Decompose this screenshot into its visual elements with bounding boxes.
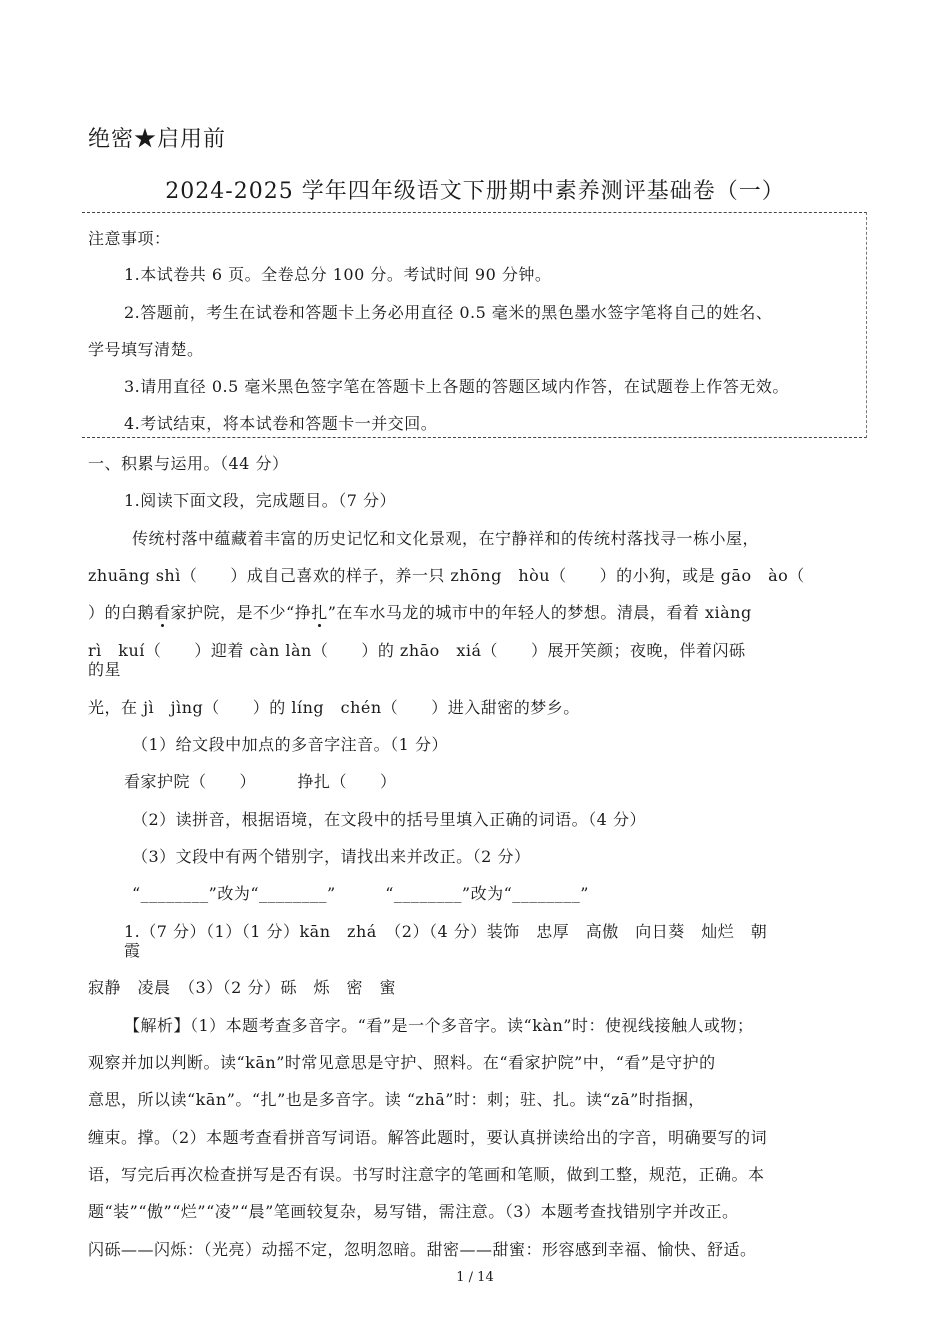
subquestion-2: （2）读拼音，根据语境，在文段中的括号里填入正确的词语。（4 分）	[132, 810, 646, 829]
confidential-label: 绝密★启用前	[88, 127, 227, 152]
passage-line: zhuāng shì（ ）成自己喜欢的样子，养一只 zhōng hòu（ ）的小狗，或是 gāo ào（	[88, 566, 805, 585]
passage-line: ）的白鹅看家护院，是不少“挣扎”在车水马龙的城市中的年轻人的梦想。清晨，看着 xiàng	[88, 603, 752, 622]
page-number: 1 / 14	[456, 1270, 494, 1285]
answer-line: 1.（7 分）（1）（1 分）kān zhá （2）（4 分）装饰 忠厚 高傲 向日葵 灿烂 朝	[124, 922, 768, 941]
dotted-char-zha: 扎	[311, 603, 328, 622]
passage-line: 的星	[88, 660, 122, 679]
dotted-char-kan: 看	[154, 603, 171, 622]
subquestion-1: （1）给文段中加点的多音字注音。（1 分）	[132, 735, 448, 754]
analysis-line: 闪砾——闪烁：（光亮）动摇不定，忽明忽暗。甜密——甜蜜：形容感到幸福、愉快、舒适。	[88, 1240, 757, 1259]
subquestion-3-blanks: “________”改为“________” “________”改为“________”	[132, 884, 589, 903]
notice-item-1: 1.本试卷共 6 页。全卷总分 100 分。考试时间 90 分钟。	[124, 265, 552, 284]
exam-title: 2024-2025 学年四年级语文下册期中素养测评基础卷（一）	[165, 179, 785, 204]
answer-line: 寂静 凌晨 （3）（2 分）砾 烁 密 蜜	[88, 978, 396, 997]
passage-line: 传统村落中蕴藏着丰富的历史记忆和文化景观，在宁静祥和的传统村落找寻一栋小屋，	[132, 529, 760, 548]
section-heading: 一、积累与运用。（44 分）	[88, 454, 289, 473]
passage-line: rì kuí（ ）迎着 càn làn（ ）的 zhāo xiá（ ）展开笑颜；夜晚，伴着闪砾	[88, 641, 746, 660]
analysis-line: 观察并加以判断。读“kān”时常见意思是守护、照料。在“看家护院”中，“看”是守护的	[88, 1053, 716, 1072]
analysis-line: 【解析】（1）本题考查多音字。“看”是一个多音字。读“kàn”时：使视线接触人或物；	[124, 1016, 754, 1035]
notice-heading: 注意事项：	[88, 229, 171, 248]
passage-line: 光，在 jì jìng（ ）的 líng chén（ ）进入甜密的梦乡。	[88, 698, 580, 717]
notice-item-2: 2.答题前，考生在试卷和答题卡上务必用直径 0.5 毫米的黑色墨水签字笔将自己的姓名、	[124, 303, 773, 322]
question-1-title: 1.阅读下面文段，完成题目。（7 分）	[124, 491, 397, 510]
answer-line: 霞	[124, 941, 141, 960]
notice-box	[82, 212, 867, 438]
analysis-line: 题“装”“傲”“烂”“凌”“晨”笔画较复杂，易写错，需注意。（3）本题考查找错别字并改正。	[88, 1202, 739, 1221]
notice-item-2-cont: 学号填写清楚。	[88, 340, 204, 359]
analysis-line: 语，写完后再次检查拼写是否有误。书写时注意字的笔画和笔顺，做到工整，规范，正确。本	[88, 1165, 765, 1184]
analysis-line: 缠束。撑。（2）本题考查看拼音写词语。解答此题时，要认真拼读给出的字音，明确要写的词	[88, 1128, 768, 1147]
notice-item-3: 3.请用直径 0.5 毫米黑色签字笔在答题卡上各题的答题区域内作答，在试题卷上作答无效。	[124, 377, 789, 396]
analysis-line: 意思，所以读“kān”。“扎”也是多音字。读 “zhā”时：刺；驻、扎。读“zā”时指捆，	[88, 1090, 705, 1109]
subquestion-3: （3）文段中有两个错别字，请找出来并改正。（2 分）	[132, 847, 531, 866]
notice-item-4: 4.考试结束，将本试卷和答题卡一并交回。	[124, 414, 438, 433]
subquestion-1-blanks: 看家护院（ ） 挣扎（ ）	[124, 772, 397, 791]
